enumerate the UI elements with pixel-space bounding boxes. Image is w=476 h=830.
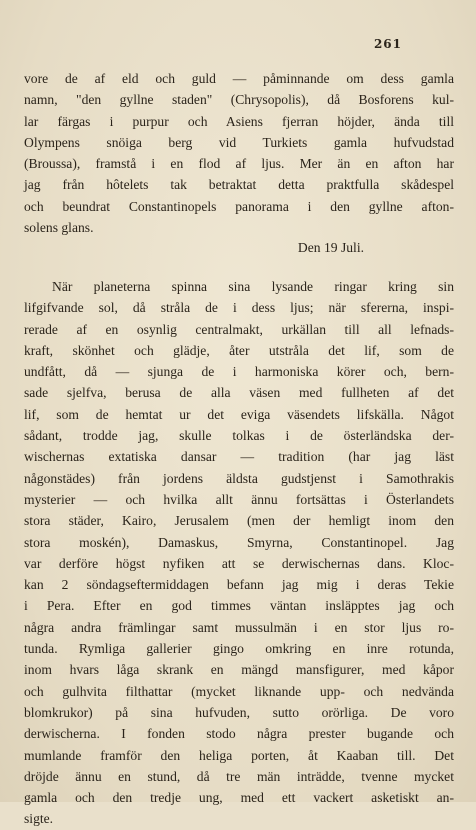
text-line: (Broussa), framstå i en flod af ljus. Mer än en afton har [24, 156, 454, 172]
text-line: blomkrukor) på sina hufvuden, sutto orörliga. De voro [24, 704, 454, 720]
text-line: någonstädes) från jordens äldsta gudstjenst i Samothrakis [24, 470, 454, 486]
text-line: kan 2 söndagseftermiddagen befann jag mig i deras Tekie [24, 577, 454, 593]
text-line: undfått, då — sjunga de i harmoniska körer och, bern- [24, 364, 454, 380]
dateline: Den 19 Juli. [297, 240, 364, 255]
text-line: Olympens snöiga berg vid Turkiets gamla hufvudstad [24, 134, 454, 150]
text-line: och gulhvita filthattar (mycket liknande upp- och nedvända [24, 683, 454, 699]
paragraph-1 [24, 68, 454, 238]
text-line: När planeterna spinna sina lysande ringar kring sin [52, 279, 454, 294]
text-line: några andra främlingar samt mussulmän i en stor ljus ro- [24, 619, 454, 635]
text-line: sigte. [24, 811, 54, 827]
text-line: kraft, skönhet och glädje, åter utstråla det lif, som de [24, 342, 454, 358]
text-line: wischernas extatiska dansar — tradition (har jag läst [24, 449, 454, 465]
text-line: lar färgas i purpur och Asiens fjerran höjder, ända till [24, 113, 454, 129]
page-number: 261 [373, 37, 402, 51]
text-line: och beundrat Constantinopels panorama i den gyllne afton- [24, 198, 454, 214]
text-line: vore de af eld och guld — påminnande om dess gamla [24, 71, 454, 86]
text-line: stora moskén), Damaskus, Smyrna, Constantinopel. Jag [24, 534, 454, 550]
text-line: derwischerna. I fonden stodo några prester bugande och [24, 726, 454, 742]
text-line: rerade af en osynlig centralmakt, urkällan till all lefnads- [24, 321, 454, 337]
text-line: sade sjelfva, berusa de alla väsen med fullheten af det [24, 385, 454, 401]
text-line: stora städer, Kairo, Jerusalem (men der hemligt inom den [24, 513, 454, 529]
text-line: lifgifvande sol, då stråla de i dess ljus; när sfererna, inspi- [24, 300, 454, 316]
text-line: tunda. Rymliga gallerier gingo omkring en inre rotunda, [24, 641, 454, 657]
text-line: lif, som de hemtat ur det eviga väsendets lifskälla. Något [24, 406, 454, 422]
text-line: dröjde ännu en stund, då tre män inträdde, tvenne mycket [24, 768, 454, 784]
text-line: inom hvars låga skrank en mängd mansfigurer, med kåpor [24, 662, 454, 678]
text-line: i Pera. Efter en god timmes väntan insläpptes jag och [24, 598, 454, 614]
text-line: gamla och den tredje ung, med ett vackert asketiskt an- [24, 790, 454, 806]
text-line: solens glans. [24, 220, 94, 236]
text-line: jag från hôtelets tak betraktat detta praktfulla skådespel [24, 177, 454, 193]
text-line: sådant, trodde jag, skulle tolkas i de österländska der- [24, 428, 454, 444]
text-line: mumlande framför den heliga porten, åt Kaaban till. Det [24, 747, 454, 763]
text-line: var derföre högst nyfiken att se derwischernas dans. Kloc- [24, 555, 454, 571]
text-line: mysterier — och hvilka allt ännu fortsättas i Österlandets [24, 491, 454, 507]
text-line: namn, "den gyllne staden" (Chrysopolis), då Bosforens kul- [24, 92, 454, 108]
paragraph-2 [24, 276, 454, 830]
